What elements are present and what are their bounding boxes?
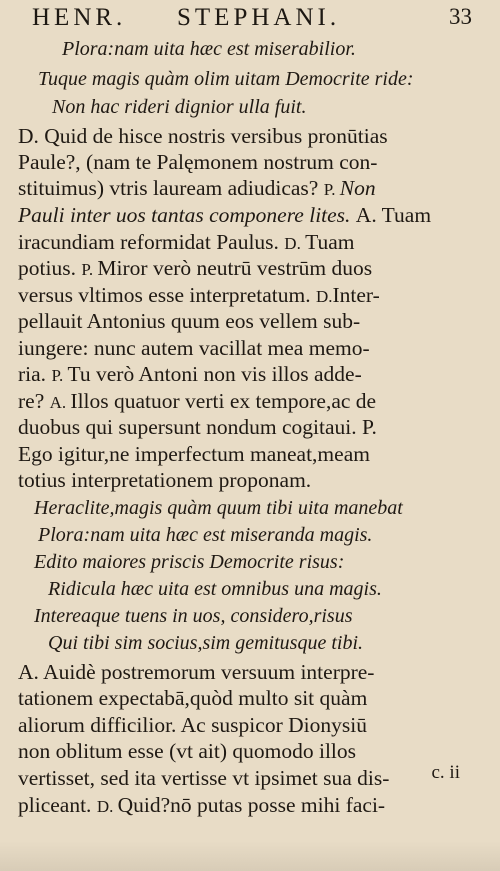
text-line (18, 660, 374, 685)
text-segment: Ego igitur,ne imperfectum maneat,meam (18, 442, 370, 466)
running-head-author: HENR. (32, 4, 127, 31)
text-line (18, 739, 356, 764)
text-segment: aliorum difficilior. Ac suspicor Dionysiū (18, 713, 367, 737)
text-line (62, 38, 356, 61)
text-line (18, 713, 367, 738)
text-segment: Non hac rideri dignior ulla fuit. (52, 96, 307, 118)
running-head-name: STEPHANI. (177, 4, 341, 31)
text-line (52, 96, 306, 119)
text-line (38, 68, 414, 91)
text-segment: P. (81, 260, 98, 279)
text-line (18, 150, 377, 175)
text-line (38, 524, 372, 547)
text-line (18, 336, 370, 361)
text-segment: Heraclite,magis quàm quum tibi uita manebat (34, 497, 403, 519)
text-line (18, 389, 376, 414)
text-line (18, 793, 385, 818)
text-line (34, 497, 403, 520)
text-segment: pellauit Antonius quum eos vellem sub- (18, 309, 361, 333)
text-segment: Pauli inter uos tantas componere lites. (18, 203, 356, 227)
text-segment: D. (96, 797, 118, 816)
text-segment: non oblitum esse (vt ait) quomodo illos (18, 739, 357, 763)
text-line (18, 309, 360, 334)
text-segment: Illos quatuor verti ex tempore,ac de (70, 389, 377, 413)
text-segment: A. Tuam (355, 203, 432, 227)
text-segment: D. (315, 287, 333, 306)
text-line (18, 256, 372, 281)
text-line (18, 362, 362, 387)
text-segment: D. (284, 234, 306, 253)
text-line (18, 283, 380, 308)
text-segment: duobus qui supersunt nondum cogitaui. P. (18, 415, 377, 439)
text-segment: vertisset, sed ita vertisse vt ipsimet sua dis- (18, 766, 390, 790)
text-segment: Inter- (332, 283, 380, 307)
text-line (48, 632, 363, 655)
text-line (18, 203, 431, 228)
text-line (18, 230, 354, 255)
text-line (48, 578, 382, 601)
text-segment: ria. (18, 362, 52, 386)
text-line (34, 551, 344, 574)
text-segment: A. Auidè postremorum versuum interpre- (18, 660, 375, 684)
text-line (18, 442, 370, 467)
text-line (18, 468, 311, 493)
text-segment: iracundiam reformidat Paulus. (18, 230, 285, 254)
text-segment: Tu verò Antoni non vis illos adde- (67, 362, 362, 386)
text-segment: P. (51, 366, 68, 385)
text-segment: pliceant. (18, 793, 97, 817)
text-segment: Plora:nam uita hæc est miserabilior. (62, 38, 356, 60)
text-line (18, 686, 367, 711)
text-segment: Tuque magis quàm olim uitam Democrite ride: (38, 68, 414, 90)
text-segment: Miror verò neutrū vestrūm duos (97, 256, 373, 280)
text-segment: potius. (18, 256, 82, 280)
text-segment: Quid?nō putas posse mihi faci- (117, 793, 386, 817)
catchword: c. ii (431, 762, 460, 783)
text-line (18, 176, 376, 201)
text-line (18, 124, 388, 149)
text-segment: Paule?, (nam te Palęmonem nostrum con- (18, 150, 378, 174)
text-segment: Qui tibi sim socius,sim gemitusque tibi. (48, 632, 363, 654)
text-segment: Plora:nam uita hæc est miseranda magis. (38, 524, 373, 546)
text-line (18, 415, 377, 440)
text-segment: Non (339, 176, 376, 200)
text-segment: re? (18, 389, 50, 413)
text-segment: A. (49, 393, 71, 412)
text-segment: stituimus) vtris lauream adiudicas? (18, 176, 324, 200)
text-segment: tationem expectabā,quòd multo sit quàm (18, 686, 368, 710)
text-segment: Tuam (305, 230, 355, 254)
text-segment: Ridicula hæc uita est omnibus una magis. (48, 578, 382, 600)
text-segment: D. Quid de hisce nostris versibus pronūtias (18, 124, 388, 148)
text-line (18, 766, 389, 791)
text-segment: versus vltimos esse interpretatum. (18, 283, 316, 307)
text-segment: Edito maiores priscis Democrite risus: (34, 551, 345, 573)
text-segment: iungere: nunc autem vacillat mea memo- (18, 336, 370, 360)
text-segment: totius interpretationem proponam. (18, 468, 312, 492)
text-segment: P. (323, 180, 340, 199)
text-line (34, 605, 353, 628)
text-segment: Intereaque tuens in uos, considero,risus (34, 605, 353, 627)
page-number: 33 (449, 4, 472, 29)
